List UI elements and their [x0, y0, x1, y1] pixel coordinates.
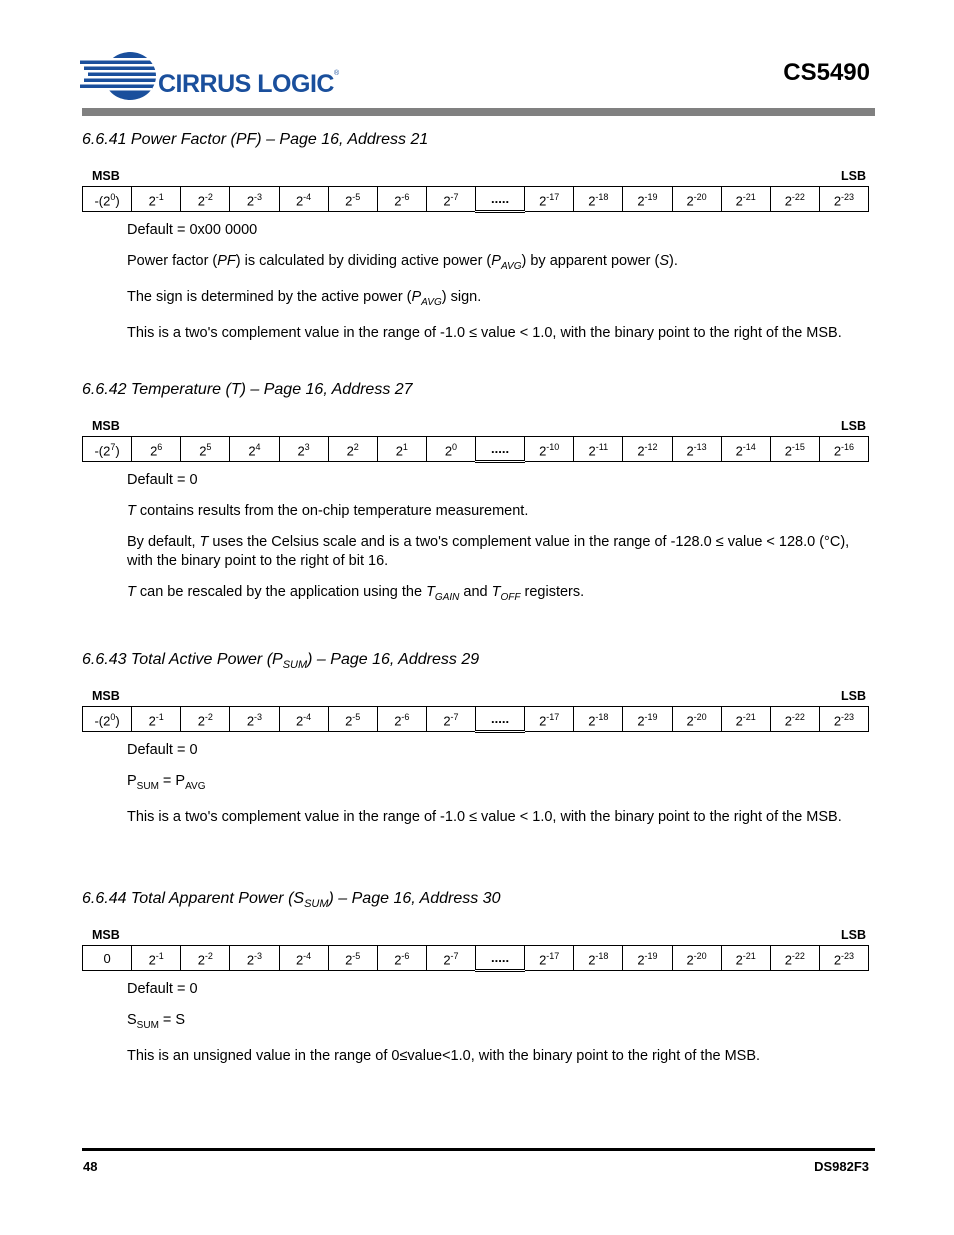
bit-cell: $2^{-7}$: [426, 946, 475, 971]
bit-cell: $2^{-6}$: [377, 946, 426, 971]
description-text: This is a two's complement value in the range of -1.0 ≤ value < 1.0, with the binary point to the right of the MSB.: [127, 809, 842, 826]
lsb-label: LSB: [841, 689, 866, 703]
bit-cell: $2^{-4}$: [279, 707, 328, 732]
lsb-label: LSB: [841, 928, 866, 942]
bit-cell: $2^{-17}$: [525, 946, 574, 971]
bit-cell: $2^{-10}$: [525, 437, 574, 462]
bit-cell: $2^{-4}$: [279, 187, 328, 212]
bit-cell: $2^{-16}$: [819, 437, 868, 462]
bit-cell: $2^{-14}$: [721, 437, 770, 462]
bit-cell: $2^{-4}$: [279, 946, 328, 971]
bit-cell: .....: [476, 437, 525, 462]
section-title: 6.6.44 Total Apparent Power $(S_{SUM})$ – Page 16, Address 30: [82, 890, 501, 911]
bit-cell: $2^{-22}$: [770, 707, 819, 732]
bit-cell: $2^2$: [328, 437, 377, 462]
bit-cell: $2^{-20}$: [672, 707, 721, 732]
bit-cell: $2^{-21}$: [721, 946, 770, 971]
description-text: $P_{SUM} = P_{AVG}$: [127, 773, 206, 793]
part-number: CS5490: [783, 59, 870, 86]
bit-cell: $2^{-11}$: [574, 437, 623, 462]
bit-cell: $2^{-2}$: [181, 707, 230, 732]
company-name: CIRRUS LOGIC®: [158, 70, 339, 98]
msb-label: MSB: [92, 689, 120, 703]
bit-cell: $2^{-3}$: [230, 707, 279, 732]
bit-cell: $2^{-19}$: [623, 707, 672, 732]
bit-cell: $-(2^0)$: [83, 707, 132, 732]
bit-cell: $2^1$: [377, 437, 426, 462]
bit-cell: $2^{-5}$: [328, 946, 377, 971]
msb-label: MSB: [92, 419, 120, 433]
section-temperature: [82, 379, 872, 607]
bit-cell: .....: [476, 946, 525, 971]
bit-cell: .....: [476, 707, 525, 732]
bit-cell: $-(2^0)$: [83, 187, 132, 212]
bit-cell: $2^{-1}$: [132, 946, 181, 971]
document-id: DS982F3: [814, 1159, 869, 1174]
default-value: Default = 0: [127, 981, 198, 998]
section-title: 6.6.42 Temperature (T) – Page 16, Address 27: [82, 381, 413, 398]
bit-cell: $2^{-20}$: [672, 946, 721, 971]
bit-cell: $2^{-21}$: [721, 187, 770, 212]
page-number: 48: [83, 1159, 98, 1174]
bit-cell: $2^{-22}$: [770, 946, 819, 971]
bit-cell: $2^{-18}$: [574, 187, 623, 212]
bit-cell: $2^3$: [279, 437, 328, 462]
bit-table: [82, 945, 869, 972]
default-value: Default = 0: [127, 472, 198, 489]
bit-cell: $2^{-7}$: [426, 187, 475, 212]
bit-cell: $2^{-18}$: [574, 707, 623, 732]
bit-cell: .....: [476, 187, 525, 212]
description-text: This is an unsigned value in the range of 0≤value<1.0, with the binary point to the right of the MSB.: [127, 1048, 761, 1065]
bit-cell: $2^{-23}$: [819, 187, 868, 212]
bit-cell: $2^{-17}$: [525, 707, 574, 732]
header-rule: [82, 108, 875, 116]
msb-label: MSB: [92, 169, 120, 183]
bit-table: [82, 186, 869, 213]
bit-cell: $2^4$: [230, 437, 279, 462]
footer-rule: [82, 1148, 875, 1151]
bit-cell: $2^6$: [132, 437, 181, 462]
bit-cell: $2^{-3}$: [230, 946, 279, 971]
bit-cell: $2^{-19}$: [623, 946, 672, 971]
default-value: Default = 0x00 0000: [127, 222, 258, 239]
bit-cell: $2^{-6}$: [377, 707, 426, 732]
description-text: T can be rescaled by the application using the $T_{GAIN}$ and $T_{OFF}$ registers.: [127, 584, 585, 604]
bit-cell: 0: [83, 946, 132, 971]
bit-cell: $2^{-2}$: [181, 187, 230, 212]
bit-cell: $2^{-5}$: [328, 187, 377, 212]
bit-cell: $2^{-1}$: [132, 707, 181, 732]
default-value: Default = 0: [127, 742, 198, 759]
bit-cell: $2^{-1}$: [132, 187, 181, 212]
bit-cell: $2^5$: [181, 437, 230, 462]
description-text: $S_{SUM} = S$: [127, 1012, 186, 1032]
bit-table: [82, 706, 869, 733]
section-title: 6.6.41 Power Factor (PF) – Page 16, Address 21: [82, 131, 429, 148]
section-total-apparent-power: [82, 888, 872, 1066]
section-title: 6.6.43 Total Active Power $(P_{SUM})$ – Page 16, Address 29: [82, 651, 480, 672]
bit-cell: $2^{-23}$: [819, 946, 868, 971]
bit-cell: $2^{-7}$: [426, 707, 475, 732]
msb-label: MSB: [92, 928, 120, 942]
bit-cell: $2^0$: [426, 437, 475, 462]
bit-cell: $2^{-5}$: [328, 707, 377, 732]
description-text: T contains results from the on-chip temperature measurement.: [127, 503, 529, 520]
bit-cell: $2^{-3}$: [230, 187, 279, 212]
bit-cell: $2^{-6}$: [377, 187, 426, 212]
section-total-active-power: [82, 649, 872, 827]
bit-cell: $2^{-23}$: [819, 707, 868, 732]
bit-cell: $2^{-20}$: [672, 187, 721, 212]
description-text: This is a two's complement value in the range of -1.0 ≤ value < 1.0, with the binary point to the right of the MSB.: [127, 325, 842, 342]
bit-table: [82, 436, 869, 463]
bit-cell: $2^{-18}$: [574, 946, 623, 971]
section-power-factor: [82, 129, 872, 343]
bit-cell: $2^{-22}$: [770, 187, 819, 212]
bit-cell: $-(2^7)$: [83, 437, 132, 462]
bit-cell: $2^{-21}$: [721, 707, 770, 732]
bit-cell: $2^{-17}$: [525, 187, 574, 212]
bit-cell: $2^{-12}$: [623, 437, 672, 462]
bit-cell: $2^{-15}$: [770, 437, 819, 462]
lsb-label: LSB: [841, 419, 866, 433]
description-text: Power factor (PF) is calculated by dividing active power $(P_{AVG})$ by apparent power (S).: [127, 253, 678, 273]
bit-cell: $2^{-19}$: [623, 187, 672, 212]
bit-cell: $2^{-2}$: [181, 946, 230, 971]
bit-cell: $2^{-13}$: [672, 437, 721, 462]
lsb-label: LSB: [841, 169, 866, 183]
description-text: The sign is determined by the active power $(P_{AVG})$ sign.: [127, 289, 482, 309]
description-text: By default, T uses the Celsius scale and is a two's complement value in the range of -128.0 ≤ value < 128.0 (°C), with the binary point to the right of bit 16.: [127, 534, 850, 570]
